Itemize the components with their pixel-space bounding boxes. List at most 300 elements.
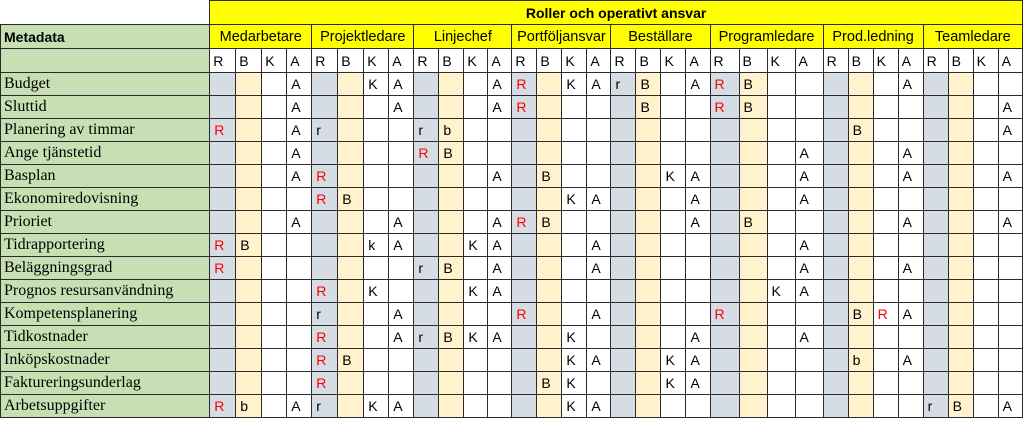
table-cell [262, 188, 287, 211]
table-cell: A [795, 257, 823, 280]
table-cell: B [439, 326, 464, 349]
table-cell [562, 142, 587, 165]
table-cell: A [287, 165, 312, 188]
table-cell [686, 280, 710, 303]
table-cell [439, 165, 464, 188]
table-cell [923, 326, 948, 349]
table-cell [236, 119, 262, 142]
table-cell [739, 303, 767, 326]
table-cell [923, 96, 948, 119]
table-cell [210, 73, 236, 96]
table-cell [848, 188, 873, 211]
table-row [1, 234, 1023, 257]
sub-letter-header: B [739, 49, 767, 73]
table-cell [661, 280, 686, 303]
table-cell [439, 372, 464, 395]
table-cell [661, 96, 686, 119]
table-cell [948, 142, 973, 165]
sub-letter-header: R [312, 49, 338, 73]
table-cell [236, 142, 262, 165]
table-cell [488, 188, 512, 211]
table-cell [873, 234, 898, 257]
sub-letter-header: K [562, 49, 587, 73]
table-cell: r [312, 395, 338, 418]
table-cell [512, 395, 537, 418]
table-cell [823, 73, 848, 96]
table-cell: A [587, 257, 611, 280]
table-cell [948, 119, 973, 142]
table-cell [767, 73, 795, 96]
table-cell [923, 119, 948, 142]
table-cell: R [710, 73, 739, 96]
table-cell [338, 142, 364, 165]
table-cell [686, 257, 710, 280]
sub-letter-header: K [364, 49, 389, 73]
table-cell [998, 234, 1022, 257]
table-cell [287, 372, 312, 395]
table-cell: A [998, 96, 1022, 119]
table-row [1, 188, 1023, 211]
table-cell: R [210, 234, 236, 257]
sub-letter-header: R [611, 49, 636, 73]
table-cell: B [636, 96, 661, 119]
sub-letter-header: R [823, 49, 848, 73]
table-cell [562, 303, 587, 326]
table-cell: K [464, 280, 488, 303]
sub-letter-header: B [848, 49, 873, 73]
table-cell: B [739, 73, 767, 96]
table-cell [739, 257, 767, 280]
table-cell [923, 349, 948, 372]
table-cell: A [587, 73, 611, 96]
table-cell [973, 257, 998, 280]
table-cell [512, 280, 537, 303]
table-cell [338, 73, 364, 96]
table-cell [710, 234, 739, 257]
table-cell [287, 280, 312, 303]
table-cell [537, 349, 562, 372]
table-row [1, 326, 1023, 349]
table-cell [287, 234, 312, 257]
table-cell [611, 188, 636, 211]
table-cell: B [848, 119, 873, 142]
table-cell: K [661, 372, 686, 395]
table-cell [848, 211, 873, 234]
table-cell [236, 280, 262, 303]
table-cell: B [439, 257, 464, 280]
table-cell [439, 188, 464, 211]
table-cell: A [587, 234, 611, 257]
table-cell [710, 165, 739, 188]
table-cell: r [611, 73, 636, 96]
table-cell [636, 165, 661, 188]
table-cell [739, 349, 767, 372]
table-cell: A [389, 395, 414, 418]
title-row [1, 1, 1023, 25]
table-cell [262, 142, 287, 165]
table-cell: K [661, 349, 686, 372]
table-cell [512, 326, 537, 349]
table-cell [923, 165, 948, 188]
table-cell [562, 280, 587, 303]
table-cell [710, 349, 739, 372]
role-header-row [1, 25, 1023, 49]
table-cell [923, 73, 948, 96]
table-cell: B [338, 349, 364, 372]
table-title: Roller och operativt ansvar [210, 1, 1023, 25]
table-cell: A [488, 280, 512, 303]
table-cell [948, 280, 973, 303]
table-cell [439, 349, 464, 372]
table-cell [287, 188, 312, 211]
table-cell [823, 211, 848, 234]
table-cell [287, 349, 312, 372]
table-cell [464, 188, 488, 211]
table-cell [414, 372, 439, 395]
table-row [1, 349, 1023, 372]
table-cell: A [898, 349, 923, 372]
table-cell [338, 257, 364, 280]
table-cell: K [767, 280, 795, 303]
table-cell [312, 142, 338, 165]
table-cell [364, 349, 389, 372]
table-cell: A [686, 326, 710, 349]
table-cell: r [312, 303, 338, 326]
table-cell [795, 372, 823, 395]
table-cell [587, 119, 611, 142]
table-cell [923, 211, 948, 234]
table-cell [823, 372, 848, 395]
table-cell [210, 326, 236, 349]
table-cell [210, 96, 236, 119]
table-cell [973, 234, 998, 257]
table-cell [537, 326, 562, 349]
table-cell [739, 188, 767, 211]
table-cell [948, 165, 973, 188]
sub-letter-header: A [998, 49, 1022, 73]
table-cell: A [488, 211, 512, 234]
table-cell [923, 372, 948, 395]
table-cell [338, 211, 364, 234]
table-cell [795, 349, 823, 372]
table-cell [973, 372, 998, 395]
row-label: Ange tjänstetid [1, 142, 210, 165]
table-cell [710, 119, 739, 142]
table-cell [364, 119, 389, 142]
table-cell [338, 96, 364, 119]
table-cell: b [848, 349, 873, 372]
table-cell [464, 142, 488, 165]
table-cell: A [898, 303, 923, 326]
sub-letter-header: B [439, 49, 464, 73]
sub-letter-header: B [948, 49, 973, 73]
table-cell [795, 303, 823, 326]
table-cell [948, 372, 973, 395]
table-cell [537, 188, 562, 211]
table-cell: A [795, 234, 823, 257]
table-cell: A [389, 211, 414, 234]
table-cell [414, 303, 439, 326]
table-cell [739, 326, 767, 349]
table-cell [973, 119, 998, 142]
sub-letter-header: A [389, 49, 414, 73]
table-row [1, 372, 1023, 395]
table-cell [464, 372, 488, 395]
table-cell [873, 395, 898, 418]
table-cell [488, 395, 512, 418]
table-cell [488, 349, 512, 372]
table-cell: B [236, 234, 262, 257]
table-cell [767, 234, 795, 257]
table-cell [611, 142, 636, 165]
table-cell [389, 372, 414, 395]
table-cell: A [686, 165, 710, 188]
role-header-6: Programledare [710, 25, 823, 49]
table-cell: A [287, 96, 312, 119]
table-cell: A [998, 119, 1022, 142]
table-cell [587, 165, 611, 188]
table-cell [998, 73, 1022, 96]
table-cell: A [898, 165, 923, 188]
table-cell [898, 326, 923, 349]
table-cell [795, 119, 823, 142]
table-cell [948, 234, 973, 257]
table-cell: A [287, 119, 312, 142]
table-row [1, 96, 1023, 119]
table-cell [414, 96, 439, 119]
table-cell: R [710, 303, 739, 326]
table-cell [338, 234, 364, 257]
table-cell [661, 326, 686, 349]
table-cell [439, 280, 464, 303]
table-cell: A [998, 211, 1022, 234]
table-cell [312, 257, 338, 280]
table-cell [848, 280, 873, 303]
table-cell: A [795, 326, 823, 349]
table-cell: K [364, 395, 389, 418]
role-header-3: Linjechef [414, 25, 512, 49]
role-header-7: Prod.ledning [823, 25, 923, 49]
table-cell [661, 395, 686, 418]
table-cell [262, 372, 287, 395]
table-cell [364, 96, 389, 119]
table-cell: R [512, 96, 537, 119]
table-cell: A [898, 257, 923, 280]
table-cell [537, 73, 562, 96]
table-cell: b [236, 395, 262, 418]
table-row [1, 73, 1023, 96]
table-cell [636, 188, 661, 211]
sub-letter-header: K [973, 49, 998, 73]
table-cell: K [562, 372, 587, 395]
table-cell [686, 303, 710, 326]
table-cell: A [287, 142, 312, 165]
table-cell [710, 372, 739, 395]
table-cell [848, 326, 873, 349]
table-cell [414, 395, 439, 418]
table-cell [488, 372, 512, 395]
table-cell [686, 395, 710, 418]
table-cell: B [739, 211, 767, 234]
table-row [1, 303, 1023, 326]
table-cell: K [562, 349, 587, 372]
table-cell [587, 211, 611, 234]
table-cell [611, 257, 636, 280]
table-cell [262, 349, 287, 372]
table-cell [767, 188, 795, 211]
sub-letter-header: B [338, 49, 364, 73]
table-cell [823, 349, 848, 372]
table-cell: A [998, 395, 1022, 418]
table-cell: k [364, 234, 389, 257]
table-cell [312, 73, 338, 96]
table-cell: B [537, 372, 562, 395]
table-cell [998, 188, 1022, 211]
table-cell: R [210, 119, 236, 142]
table-cell [739, 142, 767, 165]
table-cell [389, 142, 414, 165]
table-cell [686, 96, 710, 119]
table-cell [661, 257, 686, 280]
table-cell [739, 372, 767, 395]
table-cell [795, 96, 823, 119]
table-cell [210, 165, 236, 188]
sub-letter-header: R [923, 49, 948, 73]
table-cell [795, 73, 823, 96]
table-cell [686, 119, 710, 142]
table-cell: r [414, 119, 439, 142]
row-label: Budget [1, 73, 210, 96]
table-cell [686, 142, 710, 165]
table-cell [898, 188, 923, 211]
table-cell [823, 188, 848, 211]
table-cell [439, 73, 464, 96]
table-cell [262, 303, 287, 326]
table-cell [587, 280, 611, 303]
table-cell [661, 234, 686, 257]
table-cell [923, 280, 948, 303]
table-cell: K [562, 73, 587, 96]
sub-letter-header: R [512, 49, 537, 73]
table-cell [364, 188, 389, 211]
table-cell [587, 326, 611, 349]
table-cell [389, 257, 414, 280]
table-cell [439, 96, 464, 119]
table-cell [898, 372, 923, 395]
table-cell [823, 395, 848, 418]
table-cell [512, 119, 537, 142]
table-cell [512, 165, 537, 188]
table-cell [512, 188, 537, 211]
table-cell [873, 142, 898, 165]
table-row [1, 211, 1023, 234]
table-cell [767, 257, 795, 280]
sub-letter-header: B [636, 49, 661, 73]
table-cell [767, 119, 795, 142]
table-cell [338, 303, 364, 326]
table-cell [948, 188, 973, 211]
table-cell: B [537, 165, 562, 188]
row-label: Ekonomiredovisning [1, 188, 210, 211]
table-cell: r [414, 257, 439, 280]
table-cell [464, 119, 488, 142]
table-cell [562, 165, 587, 188]
table-cell [611, 326, 636, 349]
table-cell: A [287, 211, 312, 234]
table-cell [636, 257, 661, 280]
table-cell: A [389, 303, 414, 326]
table-cell [873, 188, 898, 211]
table-cell [661, 188, 686, 211]
table-cell [512, 142, 537, 165]
table-cell [236, 372, 262, 395]
table-cell [848, 96, 873, 119]
table-cell [210, 188, 236, 211]
table-cell [636, 119, 661, 142]
table-cell [973, 303, 998, 326]
table-cell [262, 326, 287, 349]
table-cell [795, 211, 823, 234]
table-cell [848, 73, 873, 96]
table-cell [848, 234, 873, 257]
table-cell: r [414, 326, 439, 349]
table-cell [537, 395, 562, 418]
table-cell [488, 119, 512, 142]
table-cell [210, 142, 236, 165]
row-label: Basplan [1, 165, 210, 188]
table-cell [710, 280, 739, 303]
table-cell [923, 303, 948, 326]
table-cell [338, 165, 364, 188]
table-cell [973, 188, 998, 211]
sub-letter-header: K [464, 49, 488, 73]
table-cell [948, 326, 973, 349]
table-cell [767, 142, 795, 165]
table-cell: b [439, 119, 464, 142]
sub-letter-header: A [686, 49, 710, 73]
table-cell [923, 257, 948, 280]
row-label: Arbetsuppgifter [1, 395, 210, 418]
row-label: Prognos resursanvändning [1, 280, 210, 303]
table-cell [464, 211, 488, 234]
sub-letter-header: A [587, 49, 611, 73]
table-cell: R [710, 96, 739, 119]
table-cell [973, 326, 998, 349]
row-label: Inköpskostnader [1, 349, 210, 372]
table-cell [464, 96, 488, 119]
table-cell [587, 372, 611, 395]
table-cell: K [562, 326, 587, 349]
table-cell [767, 211, 795, 234]
table-cell [739, 119, 767, 142]
table-cell [661, 119, 686, 142]
table-cell [661, 303, 686, 326]
table-cell [710, 257, 739, 280]
table-cell [389, 165, 414, 188]
sub-letter-header: A [287, 49, 312, 73]
table-row [1, 119, 1023, 142]
table-cell [636, 142, 661, 165]
table-cell: A [686, 73, 710, 96]
table-cell [338, 119, 364, 142]
table-cell [236, 349, 262, 372]
sub-letter-header: R [710, 49, 739, 73]
table-cell: R [414, 142, 439, 165]
table-cell: K [364, 73, 389, 96]
role-header-8: Teamledare [923, 25, 1022, 49]
table-cell [636, 349, 661, 372]
table-cell [848, 165, 873, 188]
